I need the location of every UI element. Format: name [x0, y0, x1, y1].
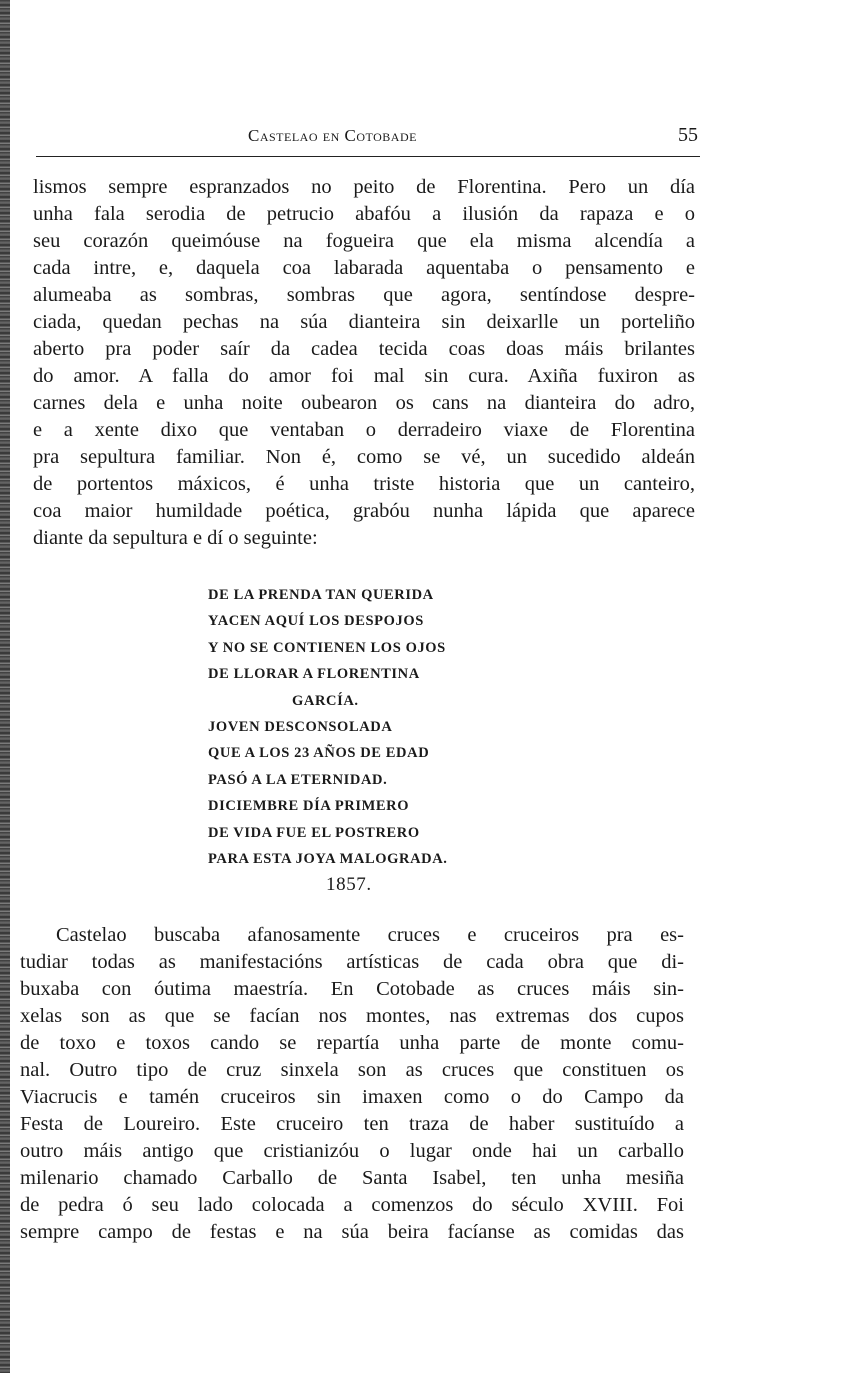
- text-line: Castelao buscaba afanosamente cruces e cruceiros pra es-: [56, 924, 684, 946]
- epitaph-line: YACEN AQUÍ LOS DESPOJOS: [208, 613, 424, 630]
- page-number: 55: [678, 124, 698, 146]
- text-line: cada intre, e, daquela coa labarada aquentaba o pensamento e: [33, 257, 695, 279]
- text-line: nal. Outro tipo de cruz sinxela son as cruces que constituen os: [20, 1059, 684, 1081]
- text-line: buxaba con óutima maestría. En Cotobade as cruces máis sin-: [20, 978, 684, 1000]
- text-line: milenario chamado Carballo de Santa Isabel, ten unha mesiña: [20, 1167, 684, 1189]
- epitaph-line: DE VIDA FUE EL POSTRERO: [208, 824, 420, 841]
- page-header: [36, 118, 700, 157]
- epitaph-inscription: [208, 582, 508, 899]
- body-paragraph-2: [20, 922, 684, 1246]
- epitaph-line: PASÓ A LA ETERNIDAD.: [208, 771, 388, 788]
- text-line: carnes dela e unha noite oubearon os cans na dianteira do adro,: [33, 392, 695, 414]
- text-line: pra sepultura familiar. Non é, como se vé, un sucedido aldeán: [33, 446, 695, 468]
- text-line: Viacrucis e tamén cruceiros sin imaxen como o do Campo da: [20, 1086, 684, 1108]
- text-line: tudiar todas as manifestacións artísticas de cada obra que di-: [20, 951, 684, 973]
- text-line: seu corazón queimóuse na fogueira que ela misma alcendía a: [33, 230, 695, 252]
- epitaph-line: PARA ESTA JOYA MALOGRADA.: [208, 851, 448, 868]
- epitaph-year: 1857.: [326, 874, 372, 896]
- body-paragraph-1: [33, 174, 695, 552]
- text-line: aberto pra poder saír da cadea tecida coas doas máis brilantes: [33, 338, 695, 360]
- text-line: Festa de Loureiro. Este cruceiro ten traza de haber sustituído a: [20, 1113, 684, 1135]
- text-line: xelas son as que se facían nos montes, nas extremas dos cupos: [20, 1005, 684, 1027]
- epitaph-line: DE LLORAR A FLORENTINA: [208, 666, 420, 683]
- text-line: de portentos máxicos, é unha triste historia que un canteiro,: [33, 473, 695, 495]
- text-line: lismos sempre espranzados no peito de Florentina. Pero un día: [33, 176, 695, 198]
- epitaph-line: DICIEMBRE DÍA PRIMERO: [208, 798, 410, 815]
- epitaph-line: DE LA PRENDA TAN QUERIDA: [208, 587, 434, 603]
- text-line: outro máis antigo que cristianizóu o lugar onde hai un carballo: [20, 1140, 684, 1162]
- text-line: de toxo e toxos cando se repartía unha parte de monte comu-: [20, 1032, 684, 1054]
- epitaph-line: QUE A LOS 23 AÑOS DE EDAD: [208, 745, 430, 762]
- epitaph-line: JOVEN DESCONSOLADA: [208, 719, 393, 736]
- text-line: do amor. A falla do amor foi mal sin cura. Axiña fuxiron as: [33, 365, 695, 387]
- text-line: coa maior humildade poética, grabóu nunha lápida que aparece: [33, 500, 695, 522]
- epitaph-line: GARCÍA.: [292, 692, 359, 709]
- running-title: Castelao en Cotobade: [248, 126, 417, 145]
- text-line: de pedra ó seu lado colocada a comenzos do século XVIII. Foi: [20, 1194, 684, 1216]
- text-line: unha fala serodia de petrucio abafóu a ilusión da rapaza e o: [33, 203, 695, 225]
- text-line: e a xente dixo que ventaban o derradeiro viaxe de Florentina: [33, 419, 695, 441]
- text-line: alumeaba as sombras, sombras que agora, sentíndose despre-: [33, 284, 695, 306]
- text-line: ciada, quedan pechas na súa dianteira sin deixarlle un porteliño: [33, 311, 695, 333]
- text-line: sempre campo de festas e na súa beira facíanse as comidas das: [20, 1221, 684, 1243]
- text-line: diante da sepultura e dí o seguinte:: [33, 527, 318, 549]
- epitaph-line: Y NO SE CONTIENEN LOS OJOS: [208, 639, 446, 656]
- page-binding-edge: [0, 0, 10, 1373]
